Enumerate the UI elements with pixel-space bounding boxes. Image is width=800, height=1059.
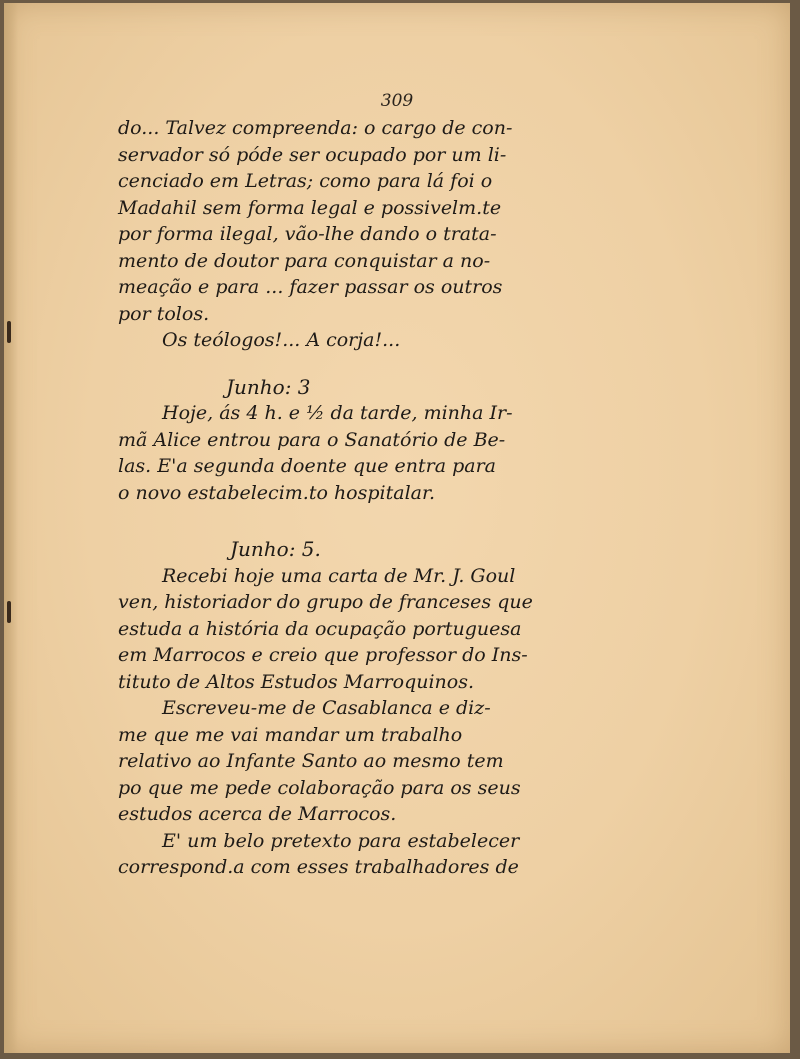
binding-mark [7, 601, 11, 623]
manuscript-page [4, 3, 790, 1053]
text-line: correspond.a com esses trabalhadores de [118, 856, 519, 878]
text-line: por tolos. [118, 302, 210, 325]
text-line: mã Alice entrou para o Sanatório de Be- [118, 428, 506, 451]
page-number: 309 [380, 91, 414, 111]
entry-heading-june-3: Junho: 3 [226, 374, 311, 399]
text-line: Recebi hoje uma carta de Mr. J. Goul [162, 564, 516, 587]
text-line: mento de doutor para conquistar a no- [118, 249, 491, 272]
entry-june-5 [118, 563, 598, 881]
entry-heading-june-5: Junho: 5. [230, 537, 321, 561]
text-line: las. E'a segunda doente que entra para [118, 455, 497, 477]
text-line: cenciado em Letras; como para lá foi o [118, 170, 493, 192]
handwritten-text [118, 115, 598, 881]
text-line: estudos acerca de Marrocos. [118, 803, 397, 825]
text-line: o novo estabelecim.to hospitalar. [118, 481, 436, 504]
text-line: me que me vai mandar um trabalho [118, 723, 463, 746]
binding-mark [7, 321, 11, 343]
entry-june-3 [118, 400, 598, 506]
text-line: po que me pede colaboração para os seus [118, 776, 521, 799]
text-line: Madahil sem forma legal e possivelm.te [118, 196, 502, 219]
text-line: meação e para ... fazer passar os outros [118, 276, 503, 298]
text-line: do... Talvez compreenda: o cargo de con- [118, 117, 513, 139]
text-line: tituto de Altos Estudos Marroquinos. [118, 670, 475, 693]
page-spine-shadow [4, 3, 18, 1053]
text-line: relativo ao Infante Santo ao mesmo tem [118, 750, 504, 772]
text-line: E' um belo pretexto para estabelecer [162, 829, 520, 852]
paragraph-continuation [118, 115, 598, 354]
text-line: ven, historiador do grupo de franceses que [118, 591, 533, 613]
text-line: servador só póde ser ocupado por um li- [118, 143, 507, 166]
text-line: Escreveu-me de Casablanca e diz- [162, 697, 491, 719]
text-line: estuda a história da ocupação portuguesa [118, 617, 522, 640]
text-line: Hoje, ás 4 h. e ½ da tarde, minha Ir- [162, 402, 513, 424]
text-line: por forma ilegal, vão-lhe dando o trata- [118, 223, 497, 245]
text-line: em Marrocos e creio que professor do Ins- [118, 644, 528, 666]
exclamation-line: Os teólogos!... A corja!... [162, 329, 401, 351]
